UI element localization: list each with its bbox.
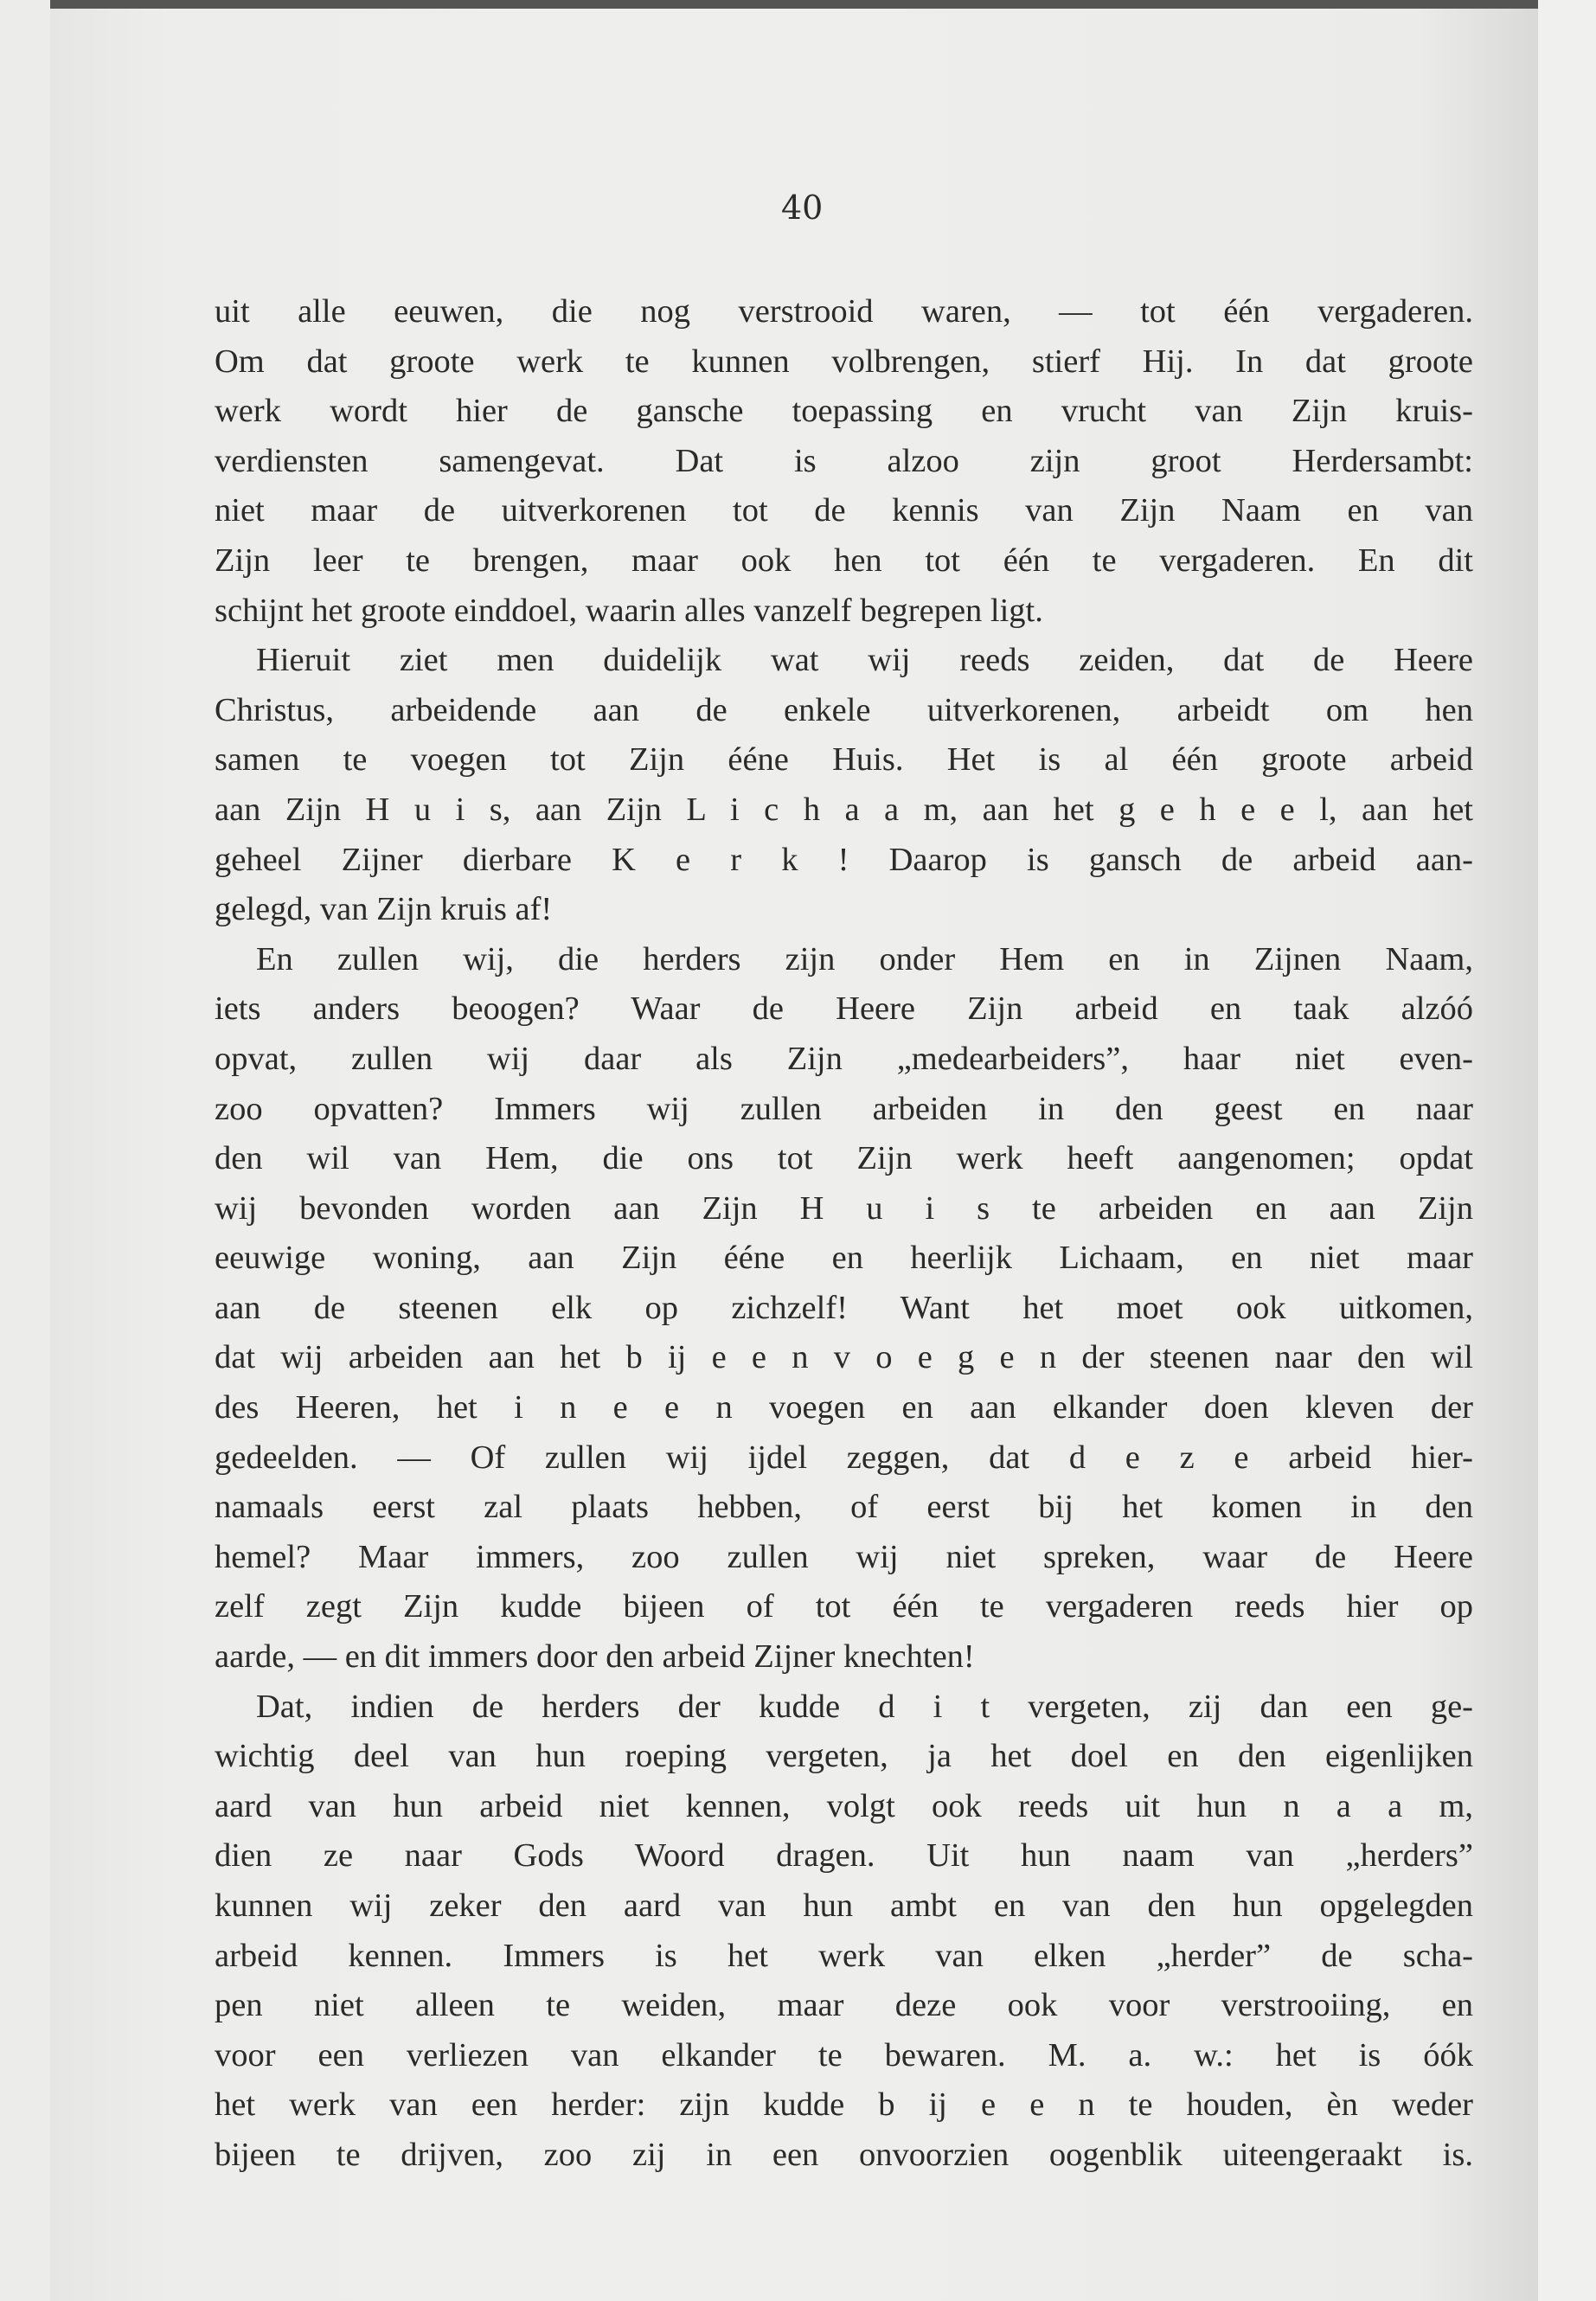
- scan-left-margin: [0, 0, 50, 2301]
- text-line: gelegd, van Zijn kruis af!: [215, 891, 553, 928]
- text-line: zelf zegt Zijn kudde bijeen of tot één te vergaderen reeds hier op: [215, 1588, 1473, 1625]
- text-line: dien ze naar Gods Woord dragen. Uit hun naam van „herders”: [215, 1837, 1473, 1875]
- text-line: iets anders beoogen? Waar de Heere Zijn arbeid en taak alzóó: [215, 990, 1473, 1028]
- text-line: En zullen wij, die herders zijn onder Hem en in Zijnen Naam,: [256, 940, 1473, 977]
- body-text: [215, 287, 1473, 2181]
- text-line: pen niet alleen te weiden, maar deze ook voor verstrooiing, en: [215, 1987, 1473, 2024]
- text-line: aan de steenen elk op zichzelf! Want het moet ook uitkomen,: [215, 1289, 1473, 1326]
- text-line: namaals eerst zal plaats hebben, of eerst bij het komen in den: [215, 1489, 1473, 1526]
- text-line: den wil van Hem, die ons tot Zijn werk heeft aangenomen; opdat: [215, 1140, 1473, 1177]
- text-line: niet maar de uitverkorenen tot de kennis van Zijn Naam en van: [215, 492, 1473, 529]
- text-line: verdiensten samengevat. Dat is alzoo zijn groot Herdersambt:: [215, 442, 1473, 479]
- text-line: Dat, indien de herders der kudde d i t vergeten, zij dan een ge-: [256, 1688, 1473, 1725]
- text-line: voor een verliezen van elkander te bewaren. M. a. w.: het is óók: [215, 2036, 1473, 2073]
- text-line: wichtig deel van hun roeping vergeten, ja het doel en den eigenlijken: [215, 1738, 1473, 1775]
- text-line: arbeid kennen. Immers is het werk van elken „herder” de scha-: [215, 1937, 1473, 1974]
- text-line: Zijn leer te brengen, maar ook hen tot één te vergaderen. En dit: [215, 542, 1473, 579]
- text-line: samen te voegen tot Zijn ééne Huis. Het is al één groote arbeid: [215, 741, 1473, 779]
- text-line: aarde, — en dit immers door den arbeid Zijner knechten!: [215, 1638, 975, 1676]
- text-line: des Heeren, het i n e e n voegen en aan elkander doen kleven der: [215, 1389, 1473, 1426]
- text-line: opvat, zullen wij daar als Zijn „medearbeiders”, haar niet even-: [215, 1040, 1473, 1077]
- scan-top-border: [50, 0, 1538, 9]
- book-page: [50, 9, 1538, 2301]
- text-line: bijeen te drijven, zoo zij in een onvoorzien oogenblik uiteengeraakt is.: [215, 2136, 1473, 2173]
- text-line: dat wij arbeiden aan het b ij e e n v o e g e n der steenen naar den wil: [215, 1339, 1473, 1376]
- text-line: het werk van een herder: zijn kudde b ij e e n te houden, èn weder: [215, 2086, 1473, 2124]
- text-line: hemel? Maar immers, zoo zullen wij niet spreken, waar de Heere: [215, 1538, 1473, 1575]
- text-line: uit alle eeuwen, die nog verstrooid waren, — tot één vergaderen.: [215, 293, 1473, 330]
- text-line: Hieruit ziet men duidelijk wat wij reeds zeiden, dat de Heere: [256, 642, 1473, 679]
- text-line: kunnen wij zeker den aard van hun ambt en van den hun opgelegden: [215, 1888, 1473, 1924]
- text-line: zoo opvatten? Immers wij zullen arbeiden in den geest en naar: [215, 1090, 1473, 1127]
- text-line: eeuwige woning, aan Zijn ééne en heerlijk Lichaam, en niet maar: [215, 1240, 1473, 1277]
- page-number: 40: [781, 189, 824, 227]
- text-line: Om dat groote werk te kunnen volbrengen, stierf Hij. In dat groote: [215, 343, 1473, 380]
- text-line: wij bevonden worden aan Zijn H u i s te arbeiden en aan Zijn: [215, 1189, 1473, 1227]
- text-line: werk wordt hier de gansche toepassing en vrucht van Zijn kruis-: [215, 393, 1473, 430]
- text-line: gedeelden. — Of zullen wij ijdel zeggen, dat d e z e arbeid hier-: [215, 1439, 1473, 1476]
- text-line: schijnt het groote einddoel, waarin alles vanzelf begrepen ligt.: [215, 592, 1043, 629]
- text-line: geheel Zijner dierbare K e r k ! Daarop is gansch de arbeid aan-: [215, 841, 1473, 878]
- scan-right-margin: [1538, 0, 1596, 2301]
- text-line: Christus, arbeidende aan de enkele uitverkorenen, arbeidt om hen: [215, 691, 1473, 728]
- text-line: aard van hun arbeid niet kennen, volgt ook reeds uit hun n a a m,: [215, 1787, 1473, 1824]
- text-line: aan Zijn H u i s, aan Zijn L i c h a a m, aan het g e h e e l, aan het: [215, 791, 1473, 828]
